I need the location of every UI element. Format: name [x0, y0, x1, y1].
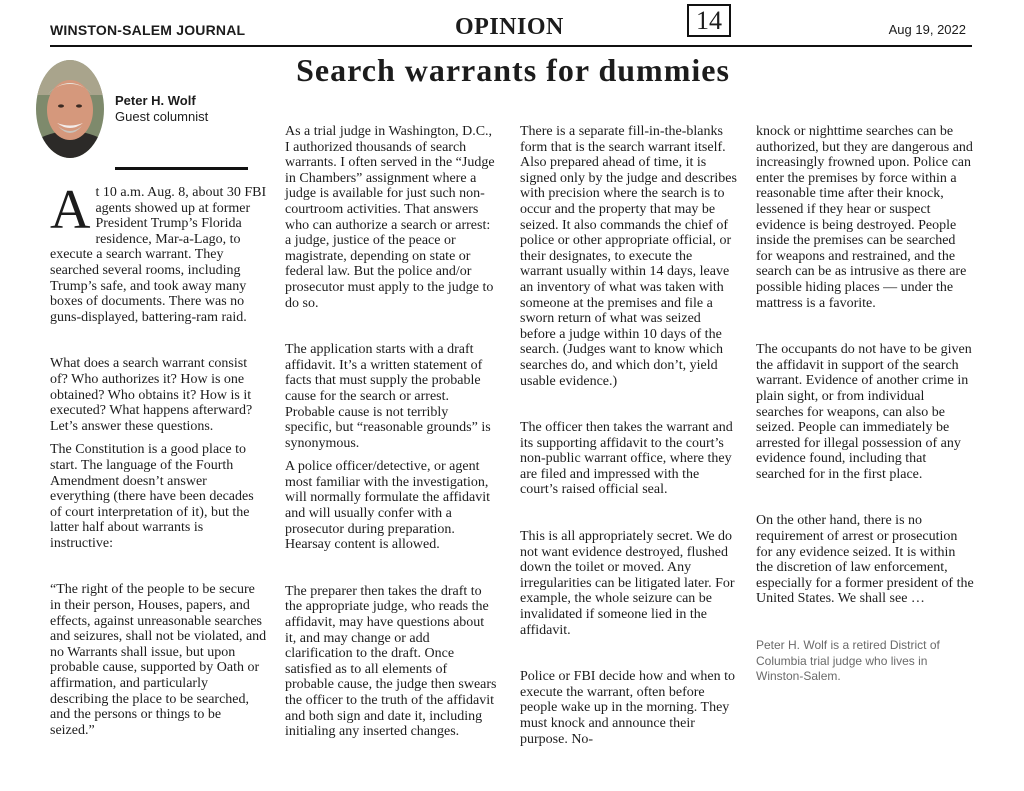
paragraph: The officer then takes the warrant and its supporting affidavit to the court’s non-public warrant office, where they are filed and impressed with the court’s raised official seal.	[520, 420, 733, 498]
paragraph: A police officer/detective, or agent most familiar with the investigation, will normally formulate the affidavit and will usually confer with a prosecutor during preparation. Hearsay content is allowed.	[285, 459, 491, 553]
paragraph: There is a separate fill-in-the-blanks form that is the search warrant itself. Also prepared ahead of time, it is signed only by the judge and describes with precision where the search is to occur and the property that may be seized. It also commands the chief of police or other appropriate official, or their designates, to execute the warrant usually within 14 days, leave an inventory of what was taken with someone at the premises and file a sworn return of what was seized before a judge within 10 days of the search. (Judges want to know which searches do, and which don’t, yield usable evidence.)	[520, 124, 737, 389]
paragraph: What does a search warrant consist of? Who authorizes it? How is one obtained? Who obtains it? How is it executed? What happens afterward? Let’s answer these questions.	[50, 356, 253, 434]
byline-rule	[115, 167, 248, 170]
paragraph: The application starts with a draft affidavit. It’s a written statement of facts that must supply the probable cause for the search or arrest. Probable cause is not terribly specific, but “reasonable grounds” is synonymous.	[285, 342, 491, 451]
paragraph: The preparer then takes the draft to the appropriate judge, who reads the affidavit, may have questions about it, and may change or add clarification to the draft. Once satisfied as to all elements of probable cause, the judge then swears the officer to the truth of the affidavit and both sign and date it, including initialing any inserted changes.	[285, 583, 497, 740]
masthead	[50, 0, 972, 46]
author-role: Guest columnist	[115, 109, 209, 124]
article-column-4	[756, 124, 975, 685]
paragraph: This is all appropriately secret. We do not want evidence destroyed, flushed down the toilet or moved. Any irregularities can be litigated later. For example, the whole seizure can be invalidated if someone lied in the affidavit.	[520, 529, 735, 638]
paragraph: As a trial judge in Washington, D.C., I authorized thousands of search warrants. I often served in the “Judge in Chambers” assignment where a judge is available for just such non-courtroom activities. That answers who can authorize a search or arrest: a judge, justice of the peace or magistrate, depending on state or federal law. But the police and/or prosecutor must apply to the judge to do so.	[285, 124, 495, 311]
author-photo	[36, 60, 104, 158]
paragraph-continued: knock or nighttime searches can be authorized, but they are dangerous and increasingly frowned upon. Police can enter the premises by force within a reasonable time after their knock, lessened if they hear or suspect evidence is being destroyed. People inside the premises can be searched for weapons and restrained, and the search can be as intrusive as there are possible hiding places — under the mattress is a favorite.	[756, 124, 973, 311]
headline: Search warrants for dummies	[296, 52, 730, 88]
author-name: Peter H. Wolf	[115, 93, 196, 108]
paragraph: The Constitution is a good place to start. The language of the Fourth Amendment doesn’t answer everything (there have been decades of court interpretation of it), but the latter half about warrants is instructive:	[50, 442, 254, 551]
masthead-rule	[50, 45, 972, 47]
paragraph: On the other hand, there is no requirement of arrest or prosecution for any evidence seized. It is within the discretion of law enforcement, especially for a former president of the United States. We shall see …	[756, 513, 974, 607]
publication-date: Aug 19, 2022	[888, 22, 966, 37]
page-number-box: 14	[687, 4, 731, 37]
author-bio: Peter H. Wolf is a retired District of Columbia trial judge who lives in Winston-Salem.	[756, 638, 940, 684]
paragraph: At 10 a.m. Aug. 8, about 30 FBI agents showed up at former President Trump’s Florida residence, Mar-a-Lago, to execute a search warrant. They searched several rooms, including Trump’s safe, and took away many boxes of documents. There was no guns-displayed, battering-ram raid.	[50, 179, 267, 325]
newspaper-name: WINSTON-SALEM JOURNAL	[50, 22, 246, 38]
paragraph: The occupants do not have to be given the affidavit in support of the search warrant. Evidence of another crime in plain sight, or from individual searches for weapons, can also be seized. People can immediately be arrested for illegal possession of any evidence found, including that searched for in the first place.	[756, 342, 972, 482]
section-title: OPINION	[455, 14, 564, 40]
drop-cap: A	[50, 179, 91, 241]
fourth-amendment-quote: “The right of the people to be secure in their person, Houses, papers, and effects, against unreasonable searches and seizures, shall not be violated, and no Warrants shall issue, but upon probable cause, supported by Oath or affirmation, and particularly describing the place to be searched, and the persons or things to be seized.”	[50, 582, 267, 738]
article-column-1	[50, 179, 268, 738]
paragraph: Police or FBI decide how and when to execute the warrant, often before people wake up in the morning. They must knock and announce their purpose. No-	[520, 669, 736, 747]
article-column-3	[520, 124, 737, 747]
article-column-2	[285, 124, 498, 740]
